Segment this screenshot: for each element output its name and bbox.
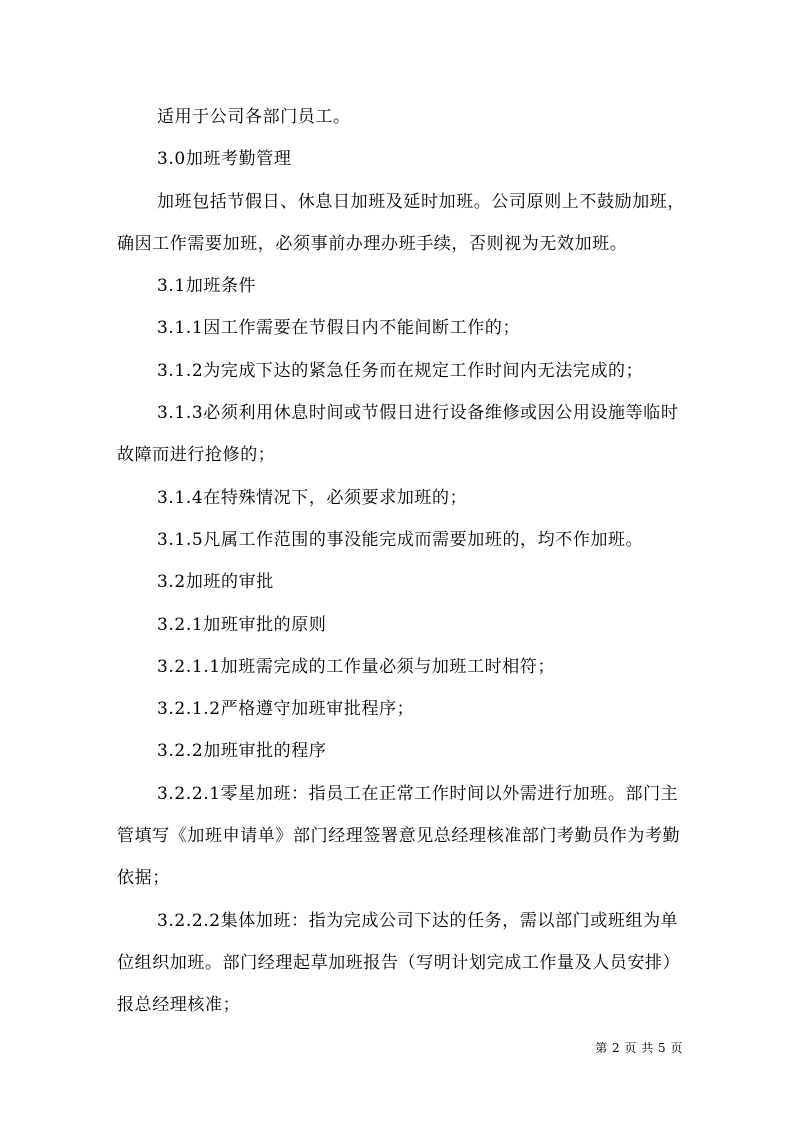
list-item: 3.1.3必须利用休息时间或节假日进行设备维修或因公用设施等临时故障而进行抢修的； [117, 403, 679, 466]
list-item: 3.2.2.2集体加班：指为完成公司下达的任务，需以部门或班组为单位组织加班。部门经理起草加班报告（写明计划完成工作量及人员安排）报总经理核准； [117, 910, 681, 1016]
list-item: 3.2.2.1零星加班：指员工在正常工作时间以外需进行加班。部门主管填写《加班申请单》部门经理签署意见总经理核准部门考勤员作为考勤依据； [117, 783, 681, 889]
list-item: 3.1.4在特殊情况下，必须要求加班的； [157, 487, 468, 508]
paragraph: 适用于公司各部门员工。 [157, 107, 351, 127]
subsection-heading: 3.2.2加班审批的程序 [157, 741, 327, 762]
section-heading: 3.2加班的审批 [157, 572, 274, 593]
section-heading: 3.1加班条件 [157, 276, 257, 297]
subsection-heading: 3.2.1加班审批的原则 [157, 614, 327, 635]
document-body [117, 96, 687, 1027]
list-item: 3.1.1因工作需要在节假日内不能间断工作的； [157, 318, 521, 339]
section-heading: 3.0加班考勤管理 [157, 149, 292, 170]
paragraph: 加班包括节假日、休息日加班及延时加班。公司原则上不鼓励加班，确因工作需要加班，必须事前办理办班手续，否则视为无效加班。 [117, 191, 685, 254]
page-number-footer: 第 2 页 共 5 页 [595, 1041, 683, 1055]
list-item: 3.2.1.1加班需完成的工作量必须与加班工时相符； [157, 656, 556, 677]
list-item: 3.1.5凡属工作范围的事没能完成而需要加班的，均不作加班。 [157, 529, 644, 550]
list-item: 3.2.1.2严格遵守加班审批程序； [157, 699, 415, 720]
list-item: 3.1.2为完成下达的紧急任务而在规定工作时间内无法完成的； [157, 360, 644, 381]
